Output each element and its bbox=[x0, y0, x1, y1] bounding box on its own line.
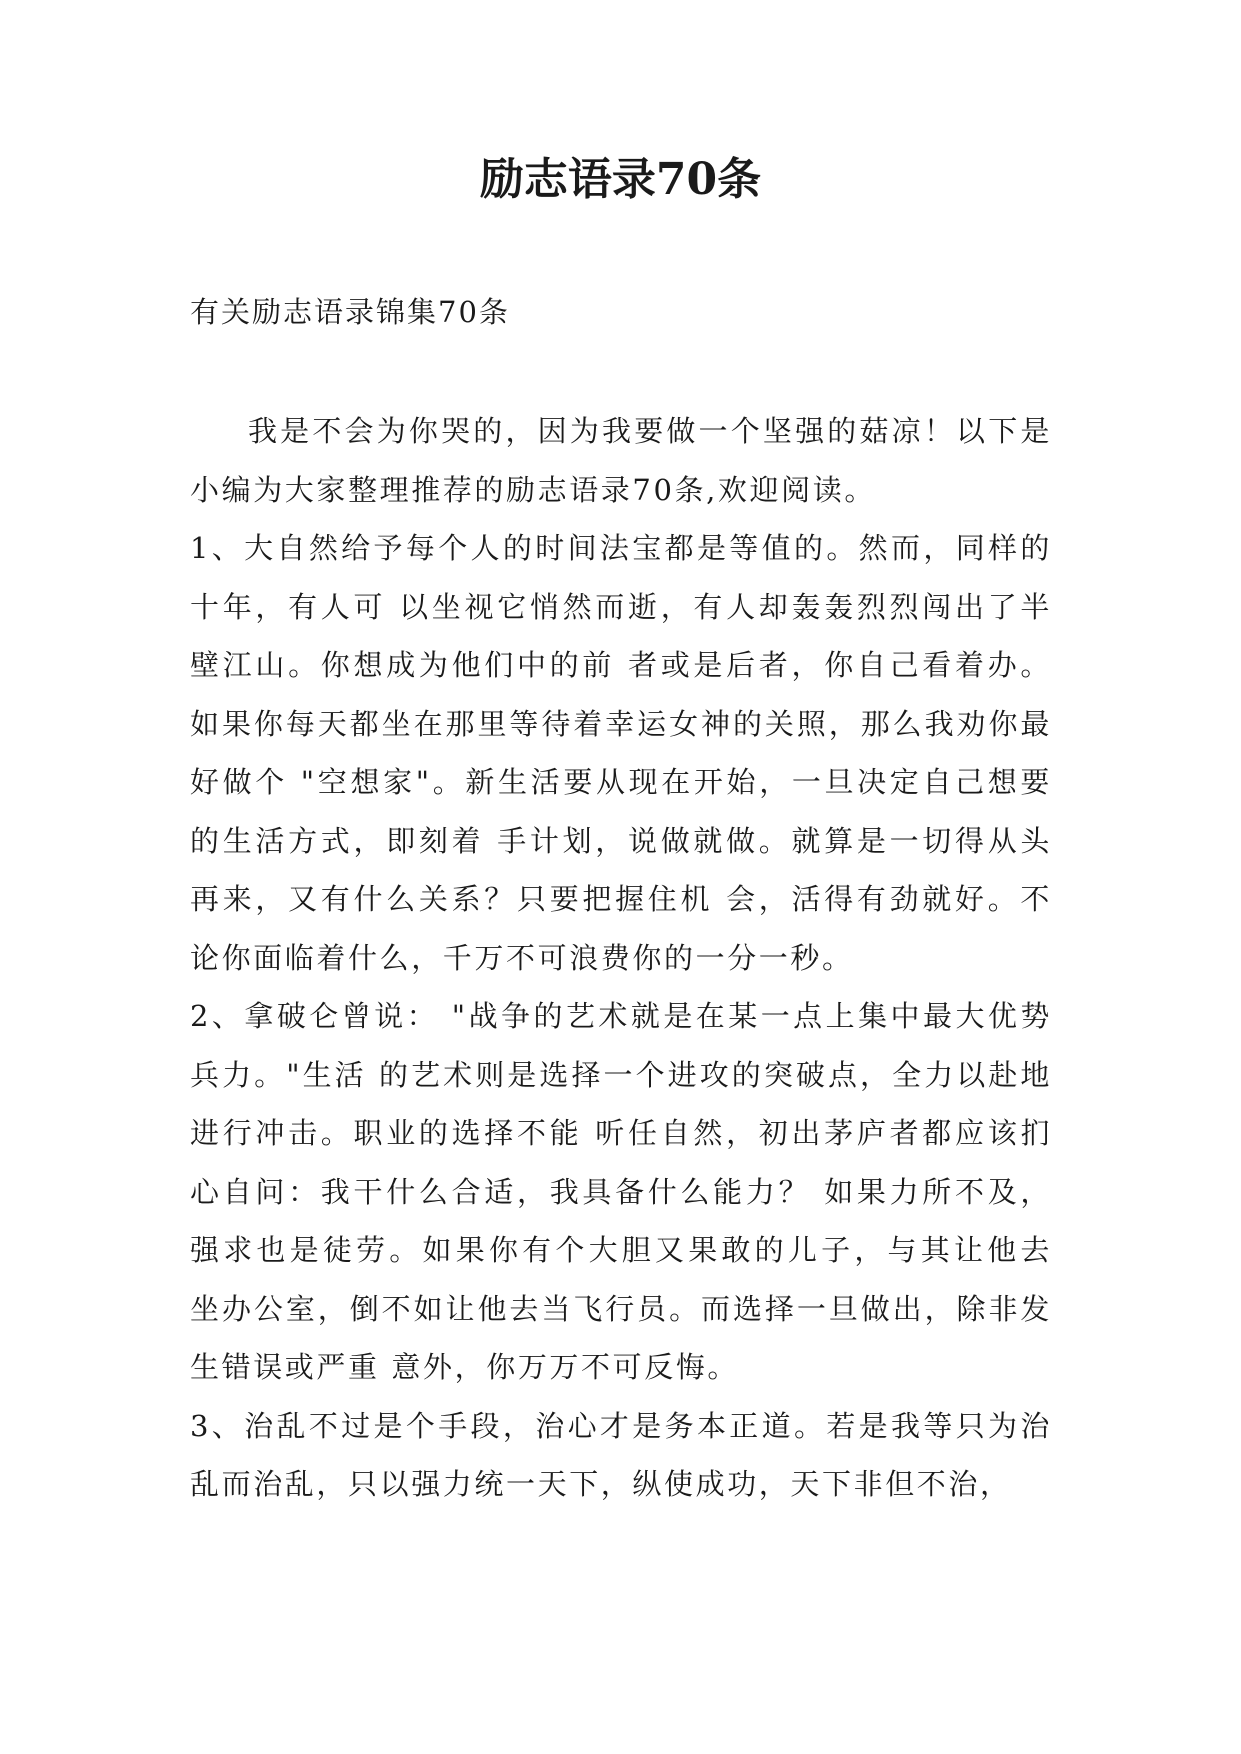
intro-paragraph: 我是不会为你哭的，因为我要做一个坚强的菇凉！以下是小编为大家整理推荐的励志语录70条,欢迎阅读。 bbox=[190, 414, 1052, 507]
quote-item-2: 2、拿破仑曾说： "战争的艺术就是在某一点上集中最大优势兵力。"生活 的艺术则是选择一个进攻的突破点，全力以赴地进行冲击。职业的选择不能 听任自然，初出茅庐者都应该扪心自问：我干什么合适，我具备什么能力？ 如果力所不及，强求也是徒劳。如果你有个大胆又果敢的儿子，与其让他去 坐办公室，倒不如让他去当飞行员。而选择一旦做出，除非发生错误或严重 意外，你万万不可反悔。 bbox=[190, 999, 1052, 1384]
document-subtitle: 有关励志语录锦集70条 bbox=[190, 295, 510, 329]
document-title: 励志语录70条 bbox=[479, 154, 762, 205]
quote-item-3: 3、治乱不过是个手段，治心才是务本正道。若是我等只为治乱而治乱，只以强力统一天下，纵使成功，天下非但不治， bbox=[190, 1408, 1052, 1501]
document-body bbox=[190, 402, 1052, 1514]
quote-item-1: 1、大自然给予每个人的时间法宝都是等值的。然而，同样的十年，有人可 以坐视它悄然而逝，有人却轰轰烈烈闯出了半壁江山。你想成为他们中的前 者或是后者，你自己看着办。 如果你每天都坐在那里等待着幸运女神的关照，那么我劝你最好做个 "空想家"。新生活要从现在开始，一旦决定自己想要的生活方式，即刻着 手计划，说做就做。就算是一切得从头再来，又有什么关系？只要把握住机 会，活得有劲就好。不论你面临着什么，千万不可浪费你的一分一秒。 bbox=[190, 531, 1052, 975]
